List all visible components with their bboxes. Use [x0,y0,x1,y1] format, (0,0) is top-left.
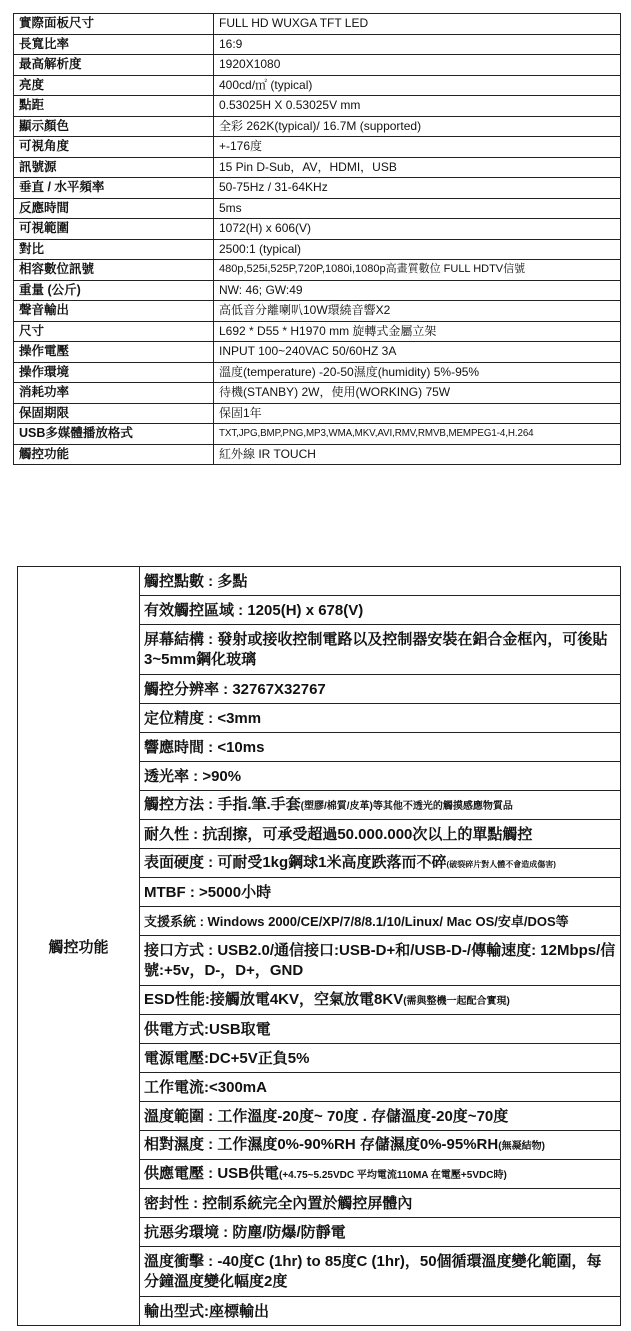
table-row [14,239,621,260]
touch-item-text: 觸控分辨率 : 32767X32767 [144,680,326,698]
touch-item-text: ESD性能:接觸放電4KV，空氣放電8KV [144,990,404,1008]
table-row [14,321,621,342]
spec-key: 聲音輸出 [14,301,214,322]
spec-key: 尺寸 [14,321,214,342]
spec-value: 保固1年 [214,403,621,424]
spec-value: NW: 46; GW:49 [214,280,621,301]
touch-item-text: 定位精度 : <3mm [144,709,262,727]
touch-item [140,1160,621,1189]
spec-value: 高低音分離喇叭10W環繞音響X2 [214,301,621,322]
spec-value: 溫度(temperature) -20-50濕度(humidity) 5%-95% [214,362,621,383]
table-row [14,75,621,96]
touch-item-text: 電源電壓:DC+5V正負5% [144,1049,310,1067]
spec-key: 顯示顏色 [14,116,214,137]
touch-item-text: 響應時間 : <10ms [144,738,265,756]
table-row [14,116,621,137]
table-row [14,157,621,178]
spec-value: 50-75Hz / 31-64KHz [214,178,621,199]
spec-value: 1920X1080 [214,55,621,76]
touch-item [140,849,621,878]
spec-key: 保固期限 [14,403,214,424]
spec-value: INPUT 100~240VAC 50/60HZ 3A [214,342,621,363]
touch-item-note: (塑膠/棉質/皮革)等其他不透光的觸摸感應物質品 [300,800,513,812]
touch-item [140,1044,621,1073]
touch-item-text: 溫度衝擊 : -40度C (1hr) to 85度C (1hr)，50個循環溫度變化範圍，每分鐘溫度變化幅度2度 [144,1253,602,1290]
spec-value: L692 * D55 * H1970 mm 旋轉式金屬立架 [214,321,621,342]
spec-key: 操作環境 [14,362,214,383]
touch-label: 觸控功能 [18,567,140,1326]
touch-item-text: 觸控方法 : 手指.筆.手套 [144,795,301,813]
touch-item [140,1247,621,1297]
table-row [14,14,621,35]
touch-item [140,762,621,791]
table-row [14,362,621,383]
table-row [18,567,621,596]
spec-value: 2500:1 (typical) [214,239,621,260]
spec-value: 0.53025H X 0.53025V mm [214,96,621,117]
touch-item [140,1015,621,1044]
table-row [14,55,621,76]
spec-key: 長寬比率 [14,34,214,55]
touch-item-text: 表面硬度 : 可耐受1kg鋼球1米高度跌落而不碎 [144,853,447,871]
touch-item-text: 屏幕結構 : 發射或接收控制電路以及控制器安裝在鋁合金框內，可後貼3~5mm鋼化玻璃 [144,631,608,668]
touch-feature-table [17,566,621,1326]
touch-item-text: 有效觸控區域 : 1205(H) x 678(V) [144,601,364,619]
touch-item-note: (+4.75~5.25VDC 平均電流110MA 在電壓+5VDC時) [279,1169,507,1181]
touch-item [140,820,621,849]
spec-value: 480p,525i,525P,720P,1080i,1080p高畫質數位 FULL HDTV信號 [214,260,621,281]
table-row [14,219,621,240]
touch-item [140,1189,621,1218]
spec-key: 對比 [14,239,214,260]
table-row [14,403,621,424]
touch-item-note: (無凝結物) [498,1140,545,1152]
touch-item [140,907,621,936]
touch-item [140,567,621,596]
specification-table [13,13,621,465]
table-row [14,342,621,363]
touch-item [140,878,621,907]
touch-item [140,1073,621,1102]
table-row [14,383,621,404]
spec-key: 最高解析度 [14,55,214,76]
table-row [14,260,621,281]
spec-value: 16:9 [214,34,621,55]
spec-key: 觸控功能 [14,444,214,465]
spec-value: 15 Pin D-Sub，AV，HDMI，USB [214,157,621,178]
table-row [14,280,621,301]
touch-item [140,675,621,704]
spec-key: 實際面板尺寸 [14,14,214,35]
touch-item [140,704,621,733]
touch-item-text: MTBF : >5000小時 [144,883,272,901]
spec-key: 垂直 / 水平頻率 [14,178,214,199]
touch-item-note: (破裂碎片對人體不會造成傷害) [446,859,556,869]
touch-item [140,936,621,986]
touch-item-text: 供應電壓 : USB供電 [144,1164,280,1182]
spec-key: USB多媒體播放格式 [14,424,214,445]
touch-item-text: 溫度範圍 : 工作溫度-20度~ 70度 . 存儲溫度-20度~70度 [144,1107,509,1125]
spec-key: 點距 [14,96,214,117]
touch-item-text: 工作電流:<300mA [144,1078,267,1096]
touch-item-text: 密封性 : 控制系統完全內置於觸控屏體內 [144,1194,413,1212]
touch-item-text: 支援系統 : Windows 2000/CE/XP/7/8/8.1/10/Linux/ Mac OS/安卓/DOS等 [144,913,569,929]
touch-item [140,1297,621,1326]
spec-key: 相容數位訊號 [14,260,214,281]
spec-key: 操作電壓 [14,342,214,363]
spec-value: FULL HD WUXGA TFT LED [214,14,621,35]
table-row [14,178,621,199]
touch-item-text: 抗惡劣環境 : 防塵/防爆/防靜電 [144,1223,346,1241]
spec-value: 5ms [214,198,621,219]
table-row [14,424,621,445]
spec-key: 訊號源 [14,157,214,178]
touch-item [140,1218,621,1247]
spec-value: 400cd/㎡ (typical) [214,75,621,96]
touch-item [140,1102,621,1131]
touch-item-text: 耐久性 : 抗刮擦，可承受超過50.000.000次以上的單點觸控 [144,825,533,843]
spec-value: +-176度 [214,137,621,158]
touch-item [140,596,621,625]
touch-item-text: 輸出型式:座標輸出 [144,1302,269,1320]
spec-value: 全彩 262K(typical)/ 16.7M (supported) [214,116,621,137]
spec-key: 可視範圍 [14,219,214,240]
spec-key: 重量 (公斤) [14,280,214,301]
touch-item [140,1131,621,1160]
touch-item [140,986,621,1015]
table-row [14,34,621,55]
touch-item-text: 接口方式 : USB2.0/通信接口:USB-D+和/USB-D-/傳輸速度: 12Mbps/信號:+5v，D-，D+，GND [144,942,616,979]
spec-key: 反應時間 [14,198,214,219]
touch-item [140,733,621,762]
touch-item-text: 透光率 : >90% [144,767,242,785]
spec-value: 紅外線 IR TOUCH [214,444,621,465]
spec-value: TXT,JPG,BMP,PNG,MP3,WMA,MKV,AVI,RMV,RMVB,MEMPEG1-4,H.264 [214,424,621,445]
touch-item-text: 供電方式:USB取電 [144,1020,271,1038]
touch-item-text: 相對濕度 : 工作濕度0%-90%RH 存儲濕度0%-95%RH [144,1135,499,1153]
table-row [14,444,621,465]
table-row [14,137,621,158]
table-row [14,96,621,117]
touch-item [140,791,621,820]
touch-item-text: 觸控點數 : 多點 [144,572,248,590]
spec-value: 1072(H) x 606(V) [214,219,621,240]
spec-value: 待機(STANBY) 2W，使用(WORKING) 75W [214,383,621,404]
spec-key: 亮度 [14,75,214,96]
touch-item [140,625,621,675]
touch-item-note: (需與整機一起配合實現) [403,995,510,1007]
spec-key: 消耗功率 [14,383,214,404]
table-row [14,198,621,219]
table-row [14,301,621,322]
spec-key: 可視角度 [14,137,214,158]
